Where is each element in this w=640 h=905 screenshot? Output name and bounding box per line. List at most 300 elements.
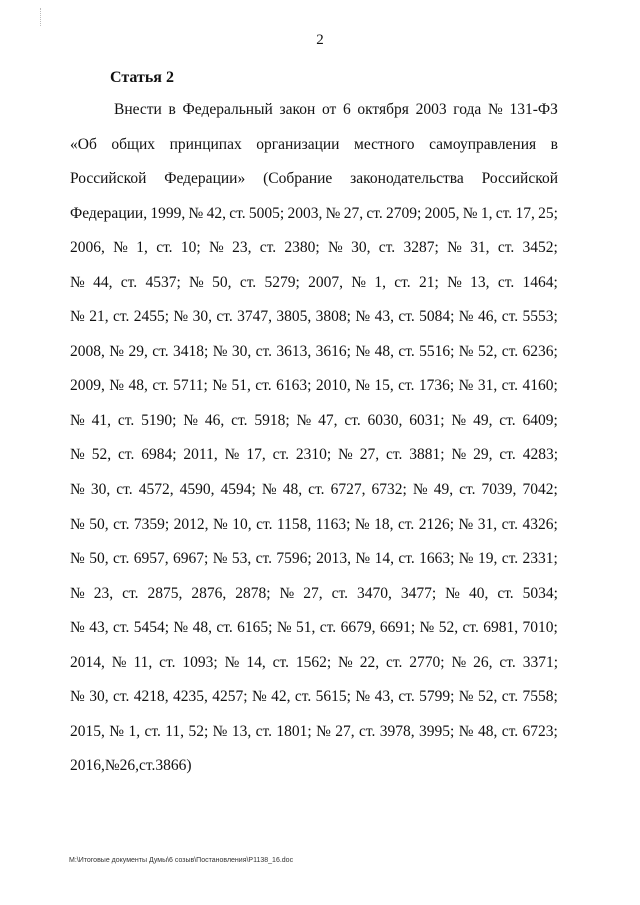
body-word: 1663;: [419, 550, 455, 568]
body-word: 5799;: [419, 688, 455, 706]
body-word: 44,: [93, 273, 113, 291]
body-word: ст.: [495, 204, 513, 222]
body-word: №: [458, 550, 474, 568]
body-word: №: [458, 688, 474, 706]
body-line: [70, 508, 558, 543]
body-line: [70, 749, 558, 784]
body-word: 2009,: [70, 377, 105, 395]
body-word: года: [453, 101, 482, 118]
body-word: №: [188, 204, 204, 222]
body-word: №: [212, 722, 228, 740]
body-word: №: [104, 757, 120, 775]
body-word: ст.: [255, 550, 273, 568]
body-word: ст.: [120, 273, 138, 291]
body-word: ст.: [497, 584, 514, 602]
body-word: 43,: [374, 688, 394, 706]
body-word: 5084;: [419, 308, 455, 326]
body-word: 13,: [470, 273, 490, 291]
body-word: 51,: [296, 619, 316, 637]
body-word: 1,: [480, 204, 493, 222]
body-word: ст.: [216, 308, 233, 326]
body-word: 31,: [477, 377, 498, 395]
body-word: №: [183, 411, 199, 429]
body-word: 29,: [473, 446, 493, 464]
body-word: ст.: [144, 722, 161, 740]
body-word: в: [550, 135, 558, 153]
body-word: №: [208, 239, 224, 257]
body-word: №: [354, 515, 370, 533]
body-line: [70, 128, 558, 163]
body-word: (Собрание: [263, 170, 333, 188]
body-word: 3418;: [172, 342, 209, 360]
body-word: организации: [256, 135, 340, 153]
body-word: 4594;: [220, 481, 256, 499]
body-word: 3747,: [237, 308, 273, 326]
body-word: 7359;: [133, 515, 170, 533]
body-word: 6236;: [522, 342, 558, 360]
body-word: 6: [342, 101, 351, 118]
body-line: [70, 715, 558, 750]
body-word: 2003: [415, 101, 447, 118]
body-word: №: [451, 653, 467, 671]
body-word: 1158,: [276, 515, 312, 533]
body-word: ст.: [499, 446, 516, 464]
body-line: [70, 300, 558, 335]
body-word: №: [70, 411, 85, 429]
body-word: 10,: [232, 515, 252, 533]
body-word: ст.: [386, 653, 403, 671]
body-word: 2007,: [308, 273, 343, 291]
body-word: 14,: [374, 550, 394, 568]
body-word: ст.: [501, 722, 519, 740]
body-word: №: [261, 481, 277, 499]
body-word: ст.: [499, 411, 516, 429]
body-line: [70, 646, 558, 681]
body-word: ст.: [113, 515, 130, 533]
body-word: №: [212, 550, 228, 568]
body-word: ст.: [256, 515, 273, 533]
body-word: 52,: [91, 446, 112, 464]
body-word: 4590,: [179, 481, 215, 499]
body-word: ст.: [255, 722, 272, 740]
body-word: 6031;: [409, 411, 445, 429]
body-word: ст.: [366, 204, 383, 222]
body-word: ст.: [239, 273, 257, 291]
body-word: 13,: [231, 722, 252, 740]
body-word: ст.: [398, 688, 415, 706]
body-word: 3287;: [403, 239, 439, 257]
body-word: №: [447, 273, 462, 291]
body-word: 6727,: [330, 481, 366, 499]
body-word: 6984;: [141, 446, 177, 464]
body-word: 3477;: [400, 584, 437, 602]
body-word: №: [296, 411, 312, 429]
body-word: ст.: [398, 377, 415, 395]
body-word: 2878;: [235, 584, 271, 602]
body-word: ст.: [294, 688, 312, 706]
body-word: №: [212, 377, 228, 395]
body-word: принципах: [169, 135, 242, 153]
body-word: общих: [111, 135, 156, 153]
body-word: ст.: [112, 619, 130, 637]
body-word: 21,: [89, 308, 109, 326]
body-word: ст.: [122, 584, 139, 602]
body-word: 14,: [246, 653, 266, 671]
body-word: 29,: [128, 342, 148, 360]
body-word: №: [70, 481, 85, 499]
body-word: ст.: [497, 273, 515, 291]
body-word: ст.: [216, 619, 233, 637]
body-word: Федеральный: [182, 101, 273, 118]
body-word: 46,: [204, 411, 225, 429]
body-line: [70, 335, 558, 370]
body-word: 49,: [473, 411, 493, 429]
body-word: ст.: [398, 550, 415, 568]
body-word: 47,: [318, 411, 338, 429]
body-word: 1093;: [182, 653, 218, 671]
body-word: №: [355, 688, 371, 706]
body-word: №: [276, 619, 292, 637]
body-word: ст.: [398, 342, 415, 360]
footer-file-path: M:\Итоговые документы Думы\6 созыв\Постановления\Р1138_16.doc: [69, 857, 294, 864]
body-word: ст.: [112, 688, 130, 706]
body-word: 19,: [477, 550, 498, 568]
body-word: 4537;: [145, 273, 181, 291]
body-word: 2455;: [133, 308, 170, 326]
body-word: ст.: [501, 688, 519, 706]
body-line: [70, 611, 558, 646]
body-word: 3371;: [522, 653, 558, 671]
body-word: ст.: [255, 377, 272, 395]
body-word: 5711;: [173, 377, 208, 395]
body-word: 7039,: [481, 481, 517, 499]
body-word: ст.: [398, 308, 415, 326]
body-word: 6981,: [483, 619, 519, 637]
body-word: 3881;: [409, 446, 445, 464]
body-word: 2010,: [315, 377, 351, 395]
body-word: 48,: [192, 619, 212, 637]
body-word: ст.: [459, 481, 476, 499]
body-word: №: [251, 688, 267, 706]
body-line: [70, 266, 558, 301]
body-word: 2770;: [409, 653, 445, 671]
body-word: 2011,: [183, 446, 218, 464]
body-word: Федерации,: [70, 204, 148, 222]
body-word: 23,: [232, 239, 252, 257]
body-word: ст.: [344, 411, 361, 429]
body-word: 5034;: [522, 584, 558, 602]
body-word: 48,: [282, 481, 303, 499]
body-word: 41,: [91, 411, 112, 429]
body-word: 50,: [89, 550, 109, 568]
body-line: [70, 438, 558, 473]
body-word: 42,: [206, 204, 226, 222]
body-word: 49,: [433, 481, 454, 499]
body-word: 1736;: [418, 377, 455, 395]
body-word: ст.: [152, 342, 169, 360]
body-word: 52,: [477, 688, 498, 706]
body-word: Российской: [481, 170, 558, 188]
body-word: 131-ФЗ: [509, 101, 558, 118]
body-word: 10;: [180, 239, 201, 257]
body-word: 6409;: [522, 411, 558, 429]
body-word: 4160;: [522, 377, 558, 395]
body-word: 7596;: [276, 550, 312, 568]
body-word: 7042;: [522, 481, 558, 499]
body-word: №: [338, 446, 353, 464]
body-word: 2012,: [173, 515, 209, 533]
body-word: 6691;: [379, 619, 416, 637]
body-line: [70, 162, 558, 197]
body-word: 2875,: [147, 584, 183, 602]
body-word: 52;: [188, 722, 209, 740]
body-word: 5454;: [133, 619, 170, 637]
body-word: ст.: [501, 550, 519, 568]
body-word: 27,: [359, 446, 380, 464]
body-word: ст.: [359, 722, 376, 740]
body-word: №: [338, 653, 353, 671]
body-word: 4235,: [172, 688, 208, 706]
body-word: 11,: [133, 653, 153, 671]
body-word: 2709;: [386, 204, 422, 222]
body-word: ст.: [231, 411, 248, 429]
body-word: ст.: [386, 446, 403, 464]
body-word: 1163;: [315, 515, 351, 533]
body-word: №: [316, 722, 331, 740]
body-word: 5279;: [264, 273, 300, 291]
body-word: 6030,: [367, 411, 403, 429]
body-word: 43,: [374, 308, 394, 326]
body-word: 6163;: [276, 377, 312, 395]
body-word: 30,: [231, 342, 252, 360]
body-word: ст.: [159, 653, 176, 671]
body-word: Российской: [70, 170, 147, 188]
body-word: 5005;: [248, 204, 285, 222]
body-word: №: [279, 584, 295, 602]
body-word: 1801;: [276, 722, 312, 740]
body-word: 26,: [473, 653, 493, 671]
body-word: ст.: [499, 653, 516, 671]
body-word: 2126;: [418, 515, 455, 533]
body-word: 30,: [192, 308, 212, 326]
article-body: [70, 93, 558, 784]
body-line: [70, 473, 558, 508]
body-word: 2008,: [70, 342, 105, 360]
body-word: №: [458, 342, 474, 360]
body-word: 11,: [165, 722, 185, 740]
body-word: №: [412, 481, 428, 499]
body-word: 15,: [374, 377, 394, 395]
body-word: законодательства: [350, 170, 464, 188]
body-word: 1999,: [150, 204, 186, 222]
body-word: №: [111, 653, 127, 671]
body-word: 17,: [515, 204, 535, 222]
body-line: [70, 542, 558, 577]
body-word: №: [213, 515, 228, 533]
body-word: 4283;: [522, 446, 558, 464]
body-word: 2014,: [70, 653, 105, 671]
body-word: №: [109, 377, 125, 395]
body-word: №: [70, 584, 85, 602]
body-line: [70, 577, 558, 612]
body-word: №: [355, 342, 371, 360]
body-word: 2380;: [284, 239, 320, 257]
body-word: №: [355, 377, 370, 395]
body-word: 2015,: [70, 722, 105, 740]
body-word: 5553;: [522, 308, 558, 326]
body-word: 26,: [119, 757, 140, 775]
body-word: 6679,: [340, 619, 376, 637]
body-word: ст.: [331, 584, 349, 602]
body-word: 3613,: [276, 342, 312, 360]
body-word: 27,: [335, 722, 355, 740]
body-word: 43,: [89, 619, 109, 637]
body-word: №: [458, 515, 474, 533]
body-word: 2006,: [70, 239, 105, 257]
body-word: ст.: [117, 446, 135, 464]
body-word: ст.: [112, 550, 130, 568]
scan-edge-mark: [40, 8, 42, 26]
body-word: №: [70, 550, 85, 568]
body-word: №: [70, 515, 85, 533]
body-word: октября: [357, 101, 409, 118]
body-word: 3805,: [276, 308, 312, 326]
body-word: ст.: [255, 342, 273, 360]
body-word: №: [173, 308, 189, 326]
body-word: ст.: [156, 239, 173, 257]
body-word: 4257;: [212, 688, 248, 706]
body-word: 48,: [128, 377, 148, 395]
body-word: №: [113, 239, 128, 257]
body-word: 18,: [374, 515, 394, 533]
body-word: 6732;: [371, 481, 407, 499]
body-word: 5516;: [419, 342, 455, 360]
body-word: №: [451, 411, 467, 429]
body-word: 3978,: [379, 722, 415, 740]
body-word: 2016,: [70, 757, 105, 775]
body-word: 53,: [231, 550, 252, 568]
body-line: [70, 197, 558, 232]
body-word: 30,: [351, 239, 371, 257]
body-word: №: [351, 273, 367, 291]
body-word: 30,: [90, 481, 111, 499]
body-word: 23,: [93, 584, 114, 602]
body-word: 6957,: [133, 550, 169, 568]
body-word: №: [70, 273, 85, 291]
body-word: 3452;: [522, 239, 558, 257]
body-line: [70, 231, 558, 266]
body-word: ст.: [394, 273, 411, 291]
body-word: 4326;: [522, 515, 558, 533]
body-word: №: [328, 239, 343, 257]
body-word: №: [458, 308, 474, 326]
body-word: №: [487, 101, 503, 118]
page-number: 2: [316, 32, 324, 48]
body-word: в: [168, 101, 176, 118]
body-word: ст.: [501, 308, 519, 326]
body-word: №: [173, 619, 189, 637]
body-word: №: [70, 446, 85, 464]
body-word: местного: [354, 135, 415, 153]
body-line: [70, 404, 558, 439]
body-word: самоуправления: [429, 135, 537, 153]
body-word: 40,: [468, 584, 489, 602]
body-word: 3995;: [419, 722, 455, 740]
body-word: 46,: [477, 308, 498, 326]
body-word: №: [224, 653, 240, 671]
body-word: 3616;: [315, 342, 351, 360]
body-word: 1,: [128, 722, 141, 740]
body-word: 1464;: [522, 273, 558, 291]
body-word: №: [447, 239, 462, 257]
body-word: №: [70, 619, 85, 637]
body-word: 4572,: [138, 481, 174, 499]
body-word: №: [224, 446, 240, 464]
body-word: ст.: [152, 377, 169, 395]
body-word: 27,: [343, 204, 364, 222]
body-word: ст.: [272, 653, 289, 671]
body-word: 31,: [470, 239, 490, 257]
body-word: 2310;: [295, 446, 332, 464]
article-title: Статья 2: [110, 69, 174, 86]
body-word: 25;: [538, 204, 558, 222]
body-word: №: [109, 342, 125, 360]
body-word: 30,: [89, 688, 109, 706]
body-word: «Об: [70, 135, 97, 153]
body-word: №: [462, 204, 478, 222]
body-word: 48,: [477, 722, 498, 740]
body-word: 17,: [246, 446, 266, 464]
body-line: [70, 680, 558, 715]
body-word: Внести: [114, 101, 162, 118]
body-word: ст.: [501, 342, 519, 360]
body-word: ст.: [259, 239, 277, 257]
body-word: от: [321, 101, 337, 118]
body-word: ст.: [319, 619, 337, 637]
body-word: ст.: [112, 308, 130, 326]
body-word: 31,: [477, 515, 498, 533]
body-word: 6967;: [172, 550, 209, 568]
body-word: ст.: [229, 204, 246, 222]
body-word: 52,: [477, 342, 498, 360]
body-word: 1562;: [295, 653, 332, 671]
body-word: ст.: [501, 377, 519, 395]
body-word: 2013,: [316, 550, 351, 568]
body-word: Федерации»: [164, 170, 246, 188]
body-word: 27,: [303, 584, 323, 602]
body-word: №: [458, 377, 474, 395]
body-word: ст.3866): [139, 757, 192, 775]
body-word: №: [419, 619, 435, 637]
body-word: 22,: [359, 653, 380, 671]
body-line: [70, 369, 558, 404]
body-word: №: [355, 308, 371, 326]
body-word: №: [355, 550, 371, 568]
body-word: №: [445, 584, 460, 602]
body-word: ст.: [116, 481, 133, 499]
body-line: [70, 93, 558, 128]
body-word: 21;: [418, 273, 439, 291]
body-word: ст.: [501, 515, 518, 533]
body-word: №: [70, 688, 85, 706]
body-word: 4218,: [133, 688, 169, 706]
body-word: 2331;: [522, 550, 558, 568]
body-word: 2003,: [287, 204, 323, 222]
body-word: 42,: [271, 688, 291, 706]
body-word: 3808;: [315, 308, 351, 326]
body-word: 5918;: [254, 411, 290, 429]
body-word: ст.: [497, 239, 515, 257]
